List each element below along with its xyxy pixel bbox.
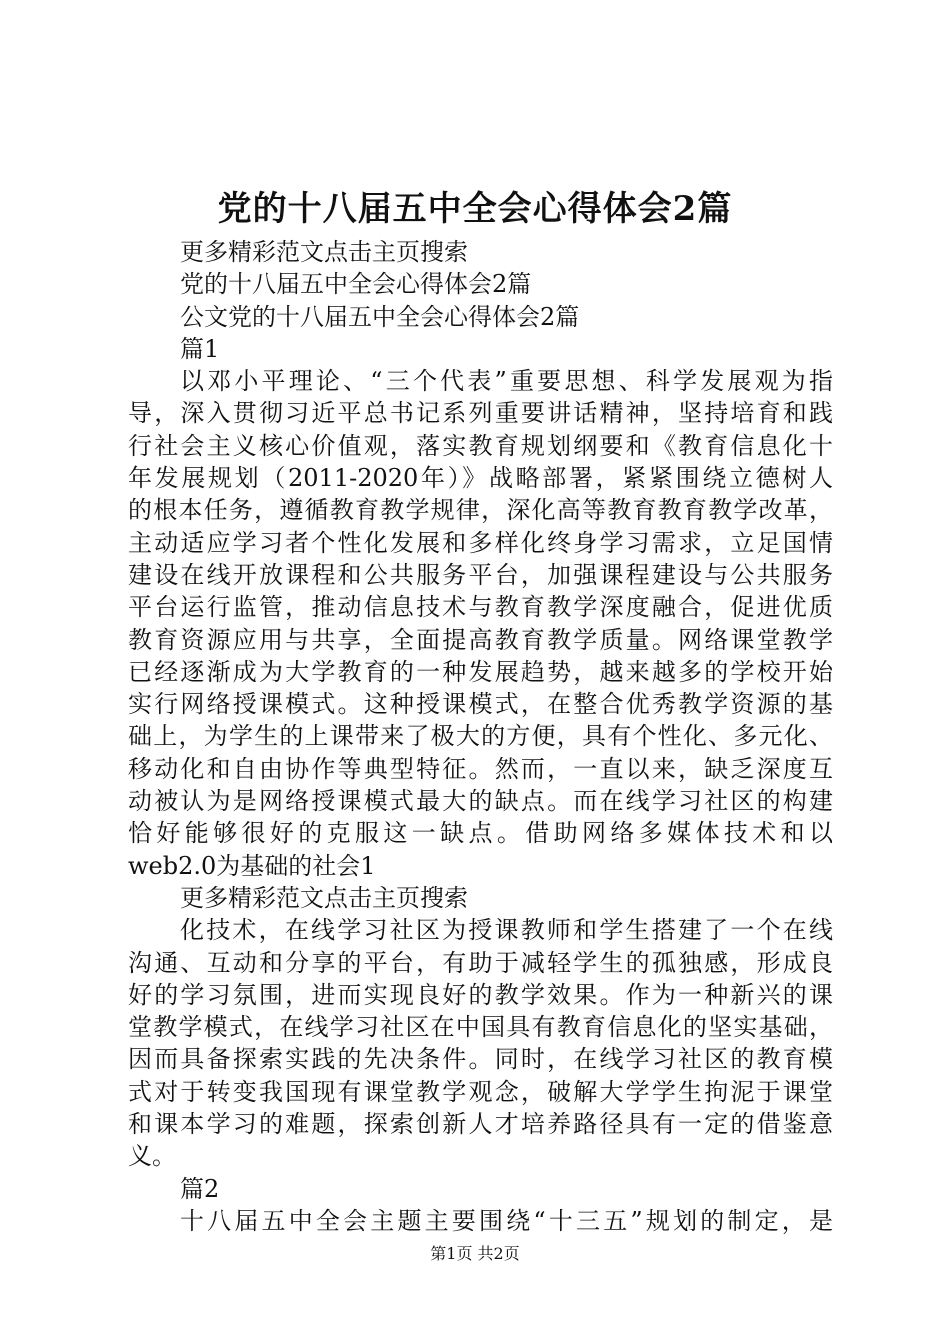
text-line: 党的十八届五中全会心得体会2篇 xyxy=(180,270,532,299)
text-line: 年发展规划（2011-2020年）》战略部署，紧紧围绕立德树人 xyxy=(128,464,833,493)
text-line: 十八届五中全会主题主要围绕“十三五”规划的制定，是 xyxy=(180,1206,833,1235)
text-line: 因而具备探索实践的先决条件。同时，在线学习社区的教育模 xyxy=(128,1045,833,1074)
text-line: 行社会主义核心价值观，落实教育规划纲要和《教育信息化十 xyxy=(128,431,833,460)
text-line: 动被认为是网络授课模式最大的缺点。而在线学习社区的构建 xyxy=(128,787,833,816)
text-line: 沟通、互动和分享的平台，有助于减轻学生的孤独感，形成良 xyxy=(128,948,833,977)
text-line: web2.0为基础的社会1 xyxy=(128,851,376,880)
text-line: 化技术，在线学习社区为授课教师和学生搭建了一个在线 xyxy=(180,916,833,945)
text-line: 篇1 xyxy=(180,334,220,363)
text-line: 实行网络授课模式。这种授课模式，在整合优秀教学资源的基 xyxy=(128,690,833,719)
text-line: 公文党的十八届五中全会心得体会2篇 xyxy=(180,302,580,331)
text-line: 义。 xyxy=(128,1142,176,1171)
text-line: 和课本学习的难题，探索创新人才培养路径具有一定的借鉴意 xyxy=(128,1110,833,1139)
text-line: 础上，为学生的上课带来了极大的方便，具有个性化、多元化、 xyxy=(128,722,833,751)
text-line: 教育资源应用与共享，全面提高教育教学质量。网络课堂教学 xyxy=(128,625,833,654)
page-footer: 第1页 共2页 xyxy=(430,1244,520,1263)
text-line: 平台运行监管，推动信息技术与教育教学深度融合，促进优质 xyxy=(128,593,833,622)
text-line: 好的学习氛围，进而实现良好的教学效果。作为一种新兴的课 xyxy=(128,980,833,1009)
text-line: 式对于转变我国现有课堂教学观念，破解大学学生拘泥于课堂 xyxy=(128,1077,833,1106)
text-line: 的根本任务，遵循教育教学规律，深化高等教育教育教学改革， xyxy=(128,496,833,525)
text-line: 主动适应学习者个性化发展和多样化终身学习需求，立足国情 xyxy=(128,528,833,557)
text-line: 篇2 xyxy=(180,1174,220,1203)
text-line: 移动化和自由协作等典型特征。然而，一直以来，缺乏深度互 xyxy=(128,754,833,783)
text-line: 建设在线开放课程和公共服务平台，加强课程建设与公共服务 xyxy=(128,560,833,589)
text-line: 已经逐渐成为大学教育的一种发展趋势，越来越多的学校开始 xyxy=(128,657,833,686)
text-line: 堂教学模式，在线学习社区在中国具有教育信息化的坚实基础， xyxy=(128,1013,833,1042)
document-title: 党的十八届五中全会心得体会2篇 xyxy=(217,189,733,229)
text-line: 更多精彩范文点击主页搜索 xyxy=(180,883,468,912)
text-line: 以邓小平理论、“三个代表”重要思想、科学发展观为指 xyxy=(180,367,833,396)
document-body xyxy=(128,236,833,1237)
text-line: 更多精彩范文点击主页搜索 xyxy=(180,238,468,266)
text-line: 恰好能够很好的克服这一缺点。借助网络多媒体技术和以 xyxy=(128,819,833,848)
text-line: 导，深入贯彻习近平总书记系列重要讲话精神，坚持培育和践 xyxy=(128,399,833,428)
